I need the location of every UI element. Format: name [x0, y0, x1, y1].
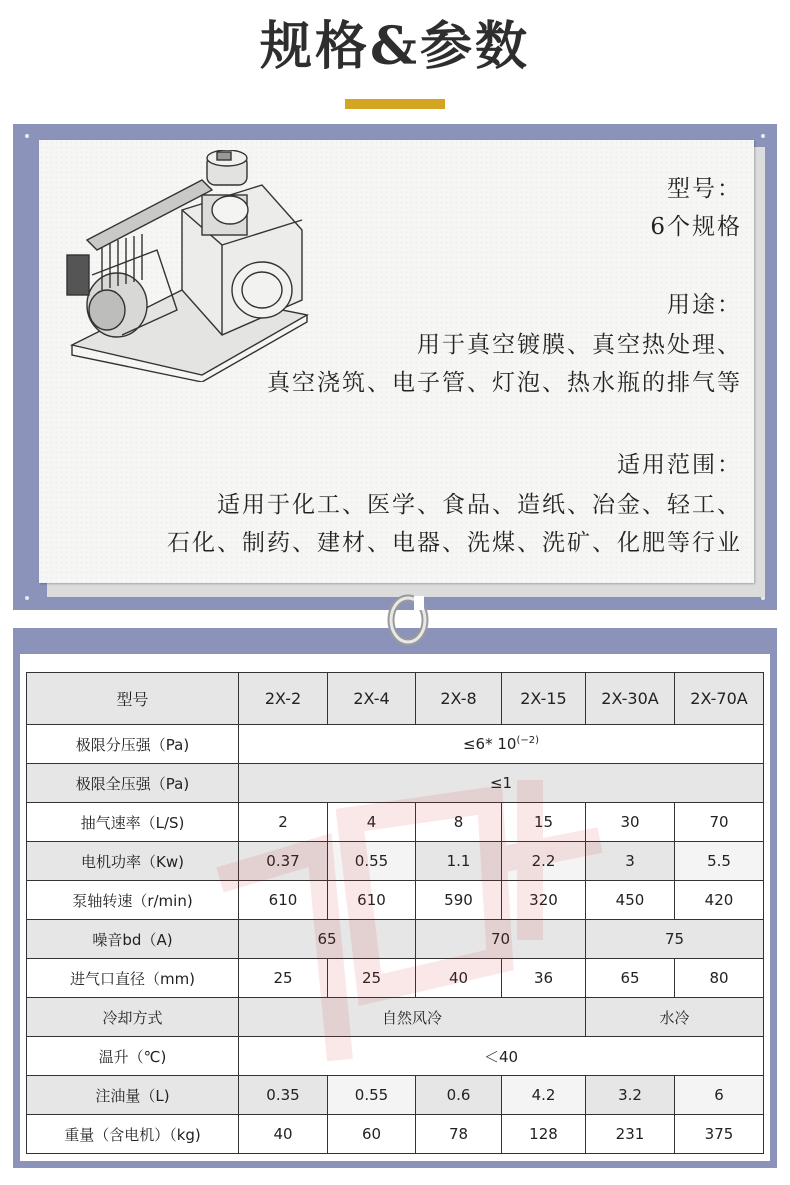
table-header-row	[27, 673, 764, 725]
scope-line-2: 石化、制药、建材、电器、洗煤、洗矿、化肥等行业	[167, 530, 742, 556]
table-cell: 375	[675, 1115, 764, 1154]
row-label: 极限分压强（Pa)	[27, 725, 239, 764]
table-cell: 590	[416, 881, 502, 920]
page-title: 规格&参数	[260, 16, 530, 77]
table-cell: 36	[502, 959, 586, 998]
vacuum-pump-sketch	[62, 150, 312, 382]
table-cell: 320	[502, 881, 586, 920]
table-cell: 0.55	[328, 1076, 416, 1115]
frame-pin	[761, 134, 765, 138]
row-label: 极限全压强（Pa)	[27, 764, 239, 803]
table-cell: 30	[586, 803, 675, 842]
table-cell: 2	[239, 803, 328, 842]
table-cell: 610	[239, 881, 328, 920]
table-cell: 80	[675, 959, 764, 998]
table-cell: 4.2	[502, 1076, 586, 1115]
table-cell: ≤1	[239, 764, 764, 803]
table-cell: 450	[586, 881, 675, 920]
ring-clip-icon	[386, 590, 430, 646]
row-label: 抽气速率（L/S)	[27, 803, 239, 842]
table-cell: 40	[239, 1115, 328, 1154]
frame-pin	[25, 134, 29, 138]
row-label: 冷却方式	[27, 998, 239, 1037]
table-cell: 0.6	[416, 1076, 502, 1115]
table-cell: 78	[416, 1115, 502, 1154]
row-label: 温升（℃)	[27, 1037, 239, 1076]
scope-label: 适用范围：	[617, 452, 742, 478]
header-cell: 2X-4	[328, 673, 416, 725]
table-cell: 1.1	[416, 842, 502, 881]
row-label: 泵轴转速（r/min)	[27, 881, 239, 920]
header-cell: 2X-30A	[586, 673, 675, 725]
row-label: 进气口直径（mm)	[27, 959, 239, 998]
table-cell: 4	[328, 803, 416, 842]
table-cell: 0.55	[328, 842, 416, 881]
table-cell: 2.2	[502, 842, 586, 881]
table-cell: 8	[416, 803, 502, 842]
row-label: 电机功率（Kw)	[27, 842, 239, 881]
table-cell: 0.37	[239, 842, 328, 881]
model-value: 6个规格	[650, 214, 742, 240]
table-row	[27, 881, 764, 920]
table-cell: 65	[586, 959, 675, 998]
header-cell: 2X-2	[239, 673, 328, 725]
row-label: 重量（含电机）（kg)	[27, 1115, 239, 1154]
header-cell: 型号	[27, 673, 239, 725]
use-label: 用途：	[667, 292, 742, 318]
table-row	[27, 725, 764, 764]
use-line-2: 真空浇筑、电子管、灯泡、热水瓶的排气等	[267, 370, 742, 396]
table-row	[27, 998, 764, 1037]
cell-exponent: (−2)	[516, 735, 539, 746]
header-cell: 2X-8	[416, 673, 502, 725]
row-label: 注油量（L)	[27, 1076, 239, 1115]
header-cell: 2X-70A	[675, 673, 764, 725]
frame-pin	[25, 596, 29, 600]
table-row	[27, 959, 764, 998]
table-cell: ＜40	[239, 1037, 764, 1076]
table-cell: 40	[416, 959, 502, 998]
table-row	[27, 1115, 764, 1154]
table-cell	[239, 725, 764, 764]
table-row	[27, 764, 764, 803]
table-cell: 6	[675, 1076, 764, 1115]
table-cell: 3	[586, 842, 675, 881]
header-cell: 2X-15	[502, 673, 586, 725]
table-cell: 水冷	[586, 998, 764, 1037]
table-cell: 15	[502, 803, 586, 842]
table-cell: 0.35	[239, 1076, 328, 1115]
title-underline	[345, 99, 445, 109]
table-cell: 60	[328, 1115, 416, 1154]
table-cell: 610	[328, 881, 416, 920]
table-row	[27, 1037, 764, 1076]
table-row	[27, 920, 764, 959]
table-cell: 231	[586, 1115, 675, 1154]
table-cell: 25	[328, 959, 416, 998]
table-cell: 128	[502, 1115, 586, 1154]
table-row	[27, 842, 764, 881]
table-cell: 70	[675, 803, 764, 842]
scope-line-1: 适用于化工、医学、食品、造纸、冶金、轻工、	[217, 492, 742, 518]
use-line-1: 用于真空镀膜、真空热处理、	[417, 332, 742, 358]
model-label: 型号：	[667, 176, 742, 202]
table-cell: 75	[586, 920, 764, 959]
table-cell: 自然风冷	[239, 998, 586, 1037]
table-row	[27, 1076, 764, 1115]
cell-value: ≤6* 10	[462, 735, 517, 753]
table-cell: 70	[416, 920, 586, 959]
table-row	[27, 803, 764, 842]
table-cell: 5.5	[675, 842, 764, 881]
spec-table	[26, 672, 764, 1154]
table-cell: 3.2	[586, 1076, 675, 1115]
table-cell: 65	[239, 920, 416, 959]
row-label: 噪音bd（A)	[27, 920, 239, 959]
table-cell: 420	[675, 881, 764, 920]
table-cell: 25	[239, 959, 328, 998]
